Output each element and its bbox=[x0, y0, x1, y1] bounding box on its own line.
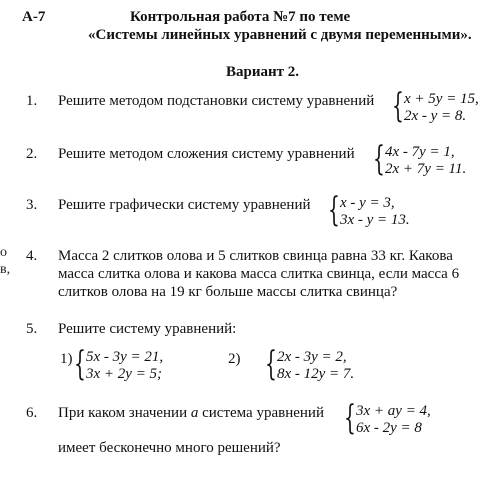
equation: 8x - 12y = 7. bbox=[277, 366, 355, 382]
task-number: 3. bbox=[26, 197, 38, 213]
subtask-label-1: 1) bbox=[60, 351, 73, 367]
equation: 3x - y = 13. bbox=[340, 212, 410, 228]
task-text-line: слитков олова на 19 кг больше массы слитка свинца? bbox=[58, 284, 398, 300]
equation-system-5-2 bbox=[265, 344, 375, 384]
task-4 bbox=[26, 247, 496, 303]
brace-icon: { bbox=[392, 86, 404, 126]
equation-system-6 bbox=[344, 398, 454, 438]
equation: x + 5y = 15, bbox=[404, 91, 479, 107]
task-number: 4. bbox=[26, 248, 38, 264]
brace-icon: { bbox=[344, 398, 356, 438]
equation: 2x - y = 8. bbox=[404, 108, 467, 124]
task-text-line: Масса 2 слитков олова и 5 слитков свинца равна 33 кг. Какова bbox=[58, 248, 453, 264]
subtask-label-2: 2) bbox=[228, 351, 241, 367]
document-code: А-7 bbox=[22, 9, 46, 25]
equation: 4x - 7y = 1, bbox=[385, 144, 455, 160]
equation-system-2 bbox=[373, 139, 493, 179]
equation-system-3 bbox=[328, 190, 438, 230]
task-text: Решите систему уравнений: bbox=[58, 321, 237, 337]
task-text: Решите методом подстановки систему уравнений bbox=[58, 93, 375, 109]
task-text: Решите графически систему уравнений bbox=[58, 197, 311, 213]
task-number: 5. bbox=[26, 321, 38, 337]
brace-icon: { bbox=[328, 190, 340, 230]
equation: 6x - 2y = 8 bbox=[356, 420, 422, 436]
equation: 2x - 3y = 2, bbox=[277, 349, 347, 365]
task-text bbox=[58, 247, 459, 301]
brace-icon: { bbox=[373, 139, 385, 179]
task-number: 6. bbox=[26, 405, 38, 421]
task-text-line: имеет бесконечно много решений? bbox=[58, 440, 281, 456]
equation-system-1 bbox=[392, 86, 492, 126]
title-line-1: Контрольная работа №7 по теме bbox=[130, 9, 351, 25]
brace-icon: { bbox=[265, 344, 277, 384]
equation: 5x - 3y = 21, bbox=[86, 349, 164, 365]
task-number: 1. bbox=[26, 93, 38, 109]
equation: 3x + 2y = 5; bbox=[86, 366, 163, 382]
task-text: При каком значении a система уравнений bbox=[58, 405, 324, 421]
margin-fragment-1: о bbox=[0, 245, 7, 260]
equation: 2x + 7y = 11. bbox=[385, 161, 467, 177]
equation-system-5-1 bbox=[74, 344, 184, 384]
equation: 3x + ay = 4, bbox=[356, 403, 431, 419]
brace-icon: { bbox=[74, 344, 86, 384]
title-line-2: «Системы линейных уравнений с двумя переменными». bbox=[88, 27, 472, 43]
variant-label: Вариант 2. bbox=[226, 64, 300, 80]
task-text-line: масса слитка олова и какова масса слитка свинца, если масса 6 bbox=[58, 266, 460, 282]
margin-fragment-2: в, bbox=[0, 262, 11, 277]
task-number: 2. bbox=[26, 146, 38, 162]
task-text: Решите методом сложения систему уравнений bbox=[58, 146, 355, 162]
equation: x - y = 3, bbox=[340, 195, 395, 211]
